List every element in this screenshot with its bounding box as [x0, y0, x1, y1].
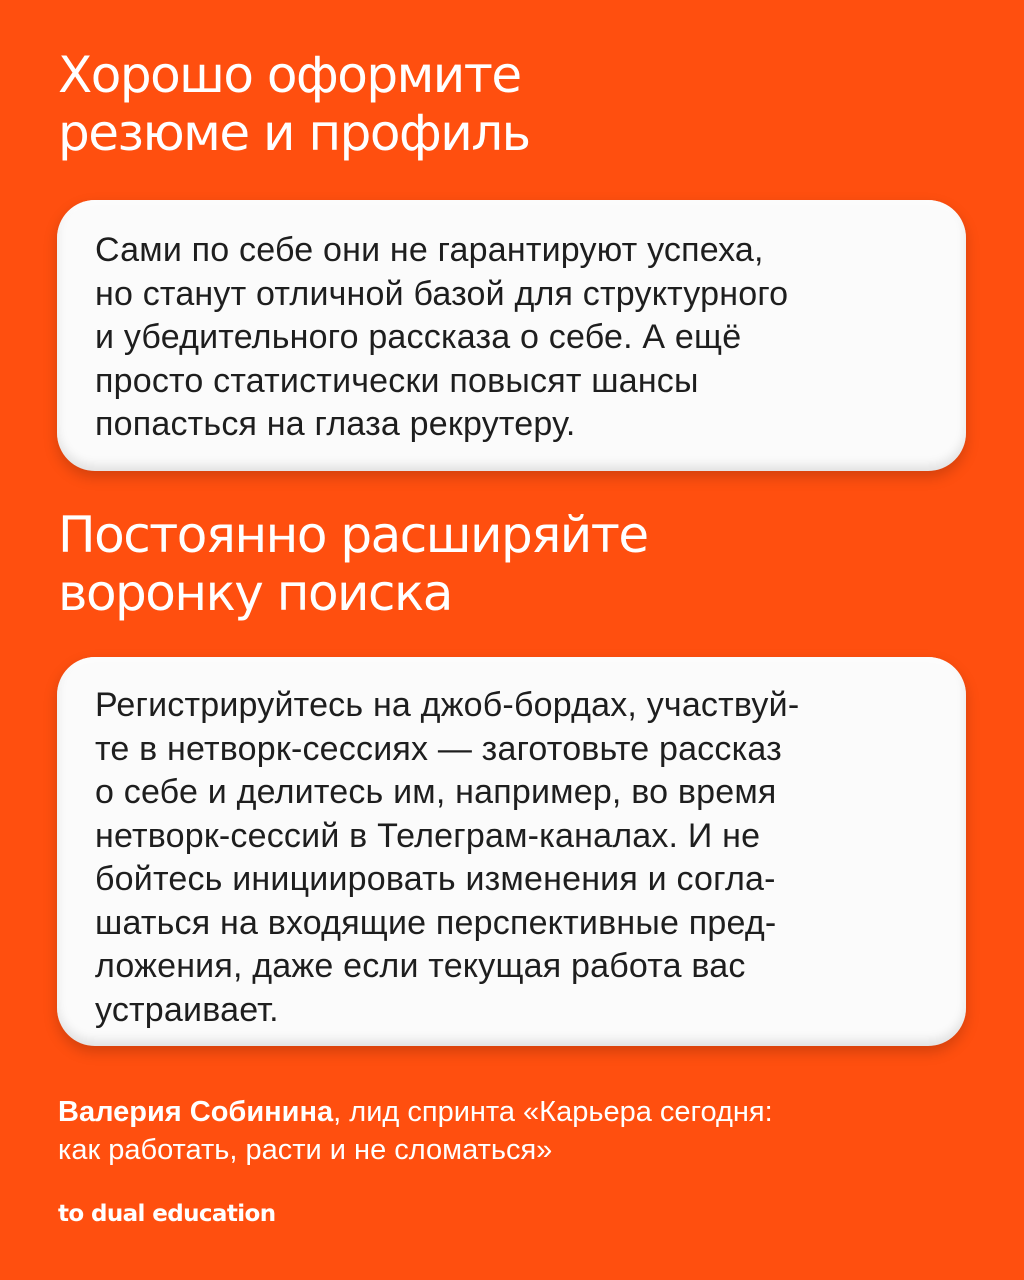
tip-card-funnel [57, 657, 966, 1046]
author-credit [58, 1093, 773, 1169]
text-line: ложения, даже если текущая работа вас [95, 947, 746, 985]
heading-line: резюме и профиль [58, 104, 530, 162]
text-line: те в нетворк-сессиях — заготовьте рассказ [95, 729, 782, 768]
text-line: просто статистически повысят шансы [95, 361, 699, 400]
heading-line: воронку поиска [58, 564, 452, 622]
text-line: Сами по себе они не гарантируют успеха, [95, 231, 764, 269]
text-line: бойтесь инициировать изменения и согла- [95, 860, 776, 898]
credit-line: как работать, расти и не сломаться» [58, 1134, 553, 1166]
text-line: о себе и делитесь им, например, во время [95, 773, 777, 811]
text-line: попасться на глаза рекрутеру. [95, 405, 576, 443]
text-line: шаться на входящие перспективные пред- [95, 903, 777, 942]
author-name: Валерия Собинина [58, 1096, 334, 1128]
text-line: Регистрируйтесь на джоб-бордах, участвуй- [95, 686, 800, 724]
text-line: но станут отличной базой для структурного [95, 274, 789, 313]
text-line: устраивает. [95, 990, 279, 1029]
heading-line: Постоянно расширяйте [58, 506, 648, 564]
tip-card-resume [57, 200, 966, 471]
author-role: , лид спринта «Карьера сегодня: [333, 1096, 773, 1128]
brand-logo: to dual education [58, 1201, 276, 1227]
section-heading-resume [58, 46, 530, 162]
tip-card-text [95, 684, 928, 1032]
heading-line: Хорошо оформите [58, 46, 521, 104]
tip-card-text [95, 229, 928, 447]
text-line: нетворк-сессий в Телеграм-каналах. И не [95, 816, 761, 855]
text-line: и убедительного рассказа о себе. А ещё [95, 318, 742, 356]
section-heading-funnel [58, 506, 648, 622]
credit-line [58, 1093, 773, 1131]
